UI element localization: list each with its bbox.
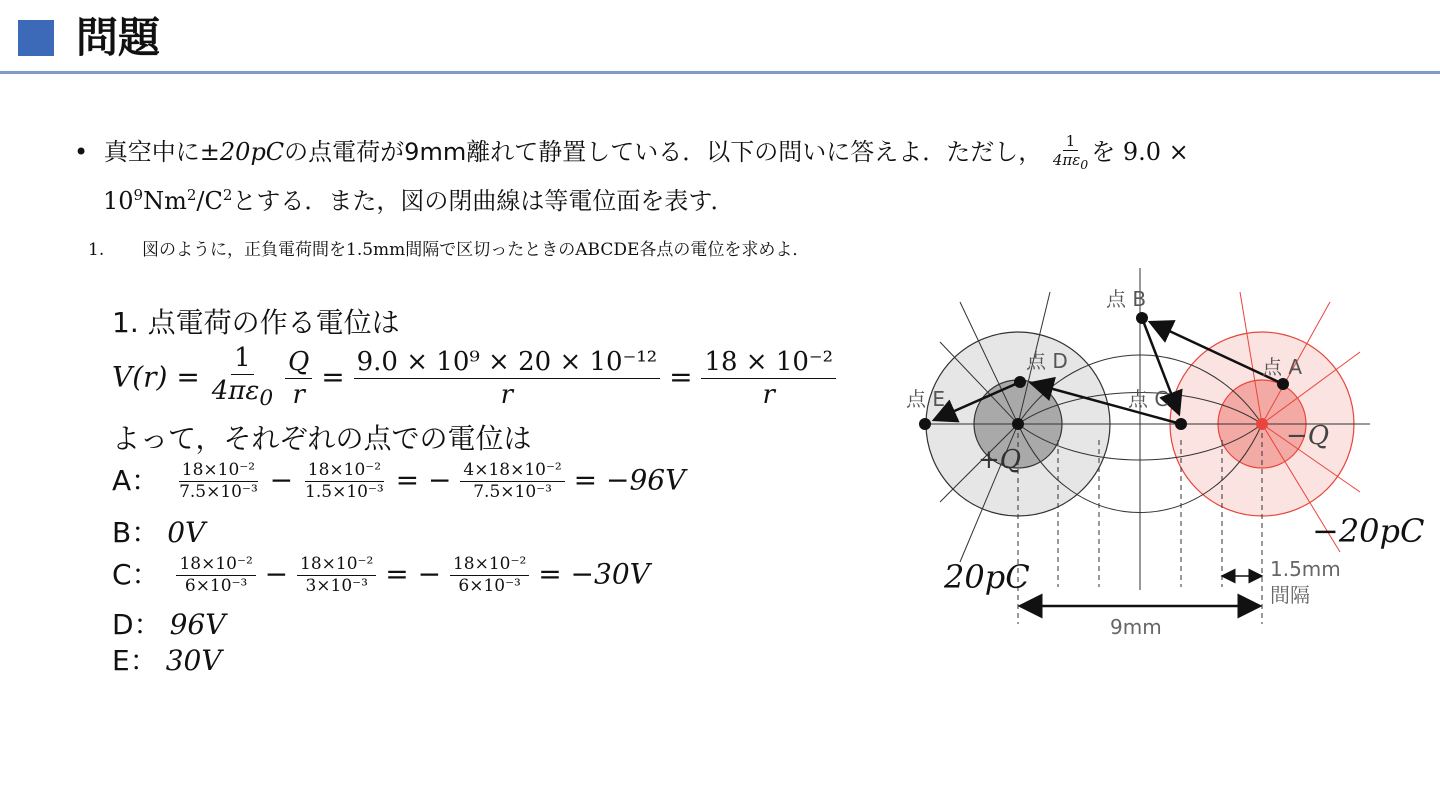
- question-number: 1.: [88, 240, 105, 260]
- positive-charge: [1012, 418, 1024, 430]
- label-point-a: 点 A: [1262, 355, 1303, 379]
- answer-point-b: B： 0V: [112, 516, 206, 549]
- answer-heading: 1. 点電荷の作る電位は: [112, 306, 400, 339]
- formula-frac-4: $\frac{\text{18 × 10⁻²}}{r}$: [701, 346, 836, 411]
- label-minus-q: −Q: [1286, 421, 1330, 451]
- formula-frac-2: $\frac{Q}{r}$: [285, 346, 312, 411]
- problem-line-2: $10^9Nm^2/C^2$とする．また，図の閉曲線は等電位面を表す．: [103, 186, 735, 215]
- answer-intro: よって，それぞれの点での電位は: [112, 422, 532, 455]
- label-plus-q: +Q: [978, 445, 1022, 475]
- constant-fraction: $\frac{1}{4\pi\varepsilon_0}$: [1052, 132, 1089, 172]
- pos-charge-value: 20pC: [944, 558, 1030, 596]
- problem-text-a: 真空中に: [103, 138, 200, 166]
- question-1: [88, 238, 878, 288]
- problem-charge: ±20pC: [199, 138, 285, 166]
- problem-text-b: の点電荷が9mm離れて静置している．以下の問いに答えよ．ただし，: [284, 138, 1043, 166]
- formula-frac-3: $\frac{\text{9.0 × 10⁹ × 20 × 10⁻¹²}}{r}$: [354, 346, 661, 411]
- title-divider: [0, 71, 1440, 74]
- interval-label: 間隔: [1270, 583, 1310, 607]
- point-e-marker: [919, 418, 931, 430]
- label-point-e: 点 E: [906, 387, 945, 411]
- potential-formula: V(r) = $\frac{1}{4\pi\varepsilon_0}$ $\frac{Q}{r}$ = $\frac{\text{9.0 × 10⁹ × 20 × 10⁻¹²}}{r}$ = $\frac{\text{18 × 10⁻²}}{r}$: [112, 342, 836, 415]
- problem-line-1: [74, 132, 1189, 174]
- negative-charge: [1256, 418, 1268, 430]
- answer-point-c: C： $\frac{\text{18×10⁻²}}{\text{6×10⁻³}}$ − $\frac{\text{18×10⁻²}}{\text{3×10⁻³}}$ = − $\frac{\text{18×10⁻²}}{\text{6×10⁻³}}$ = −30V: [112, 554, 650, 596]
- answer-point-d: D： 96V: [112, 608, 226, 641]
- neg-charge-value: −20pC: [1312, 512, 1425, 550]
- formula-frac-1: $\frac{1}{4\pi\varepsilon_0}$: [211, 343, 274, 412]
- question-text: 図のように，正負電荷間を1.5mm間隔で区切ったときのABCDE各点の電位を求めよ．: [142, 240, 810, 260]
- interval-value: 1.5mm: [1270, 557, 1341, 581]
- title-marker: [18, 20, 54, 56]
- answer-point-a: A： $\frac{\text{18×10⁻²}}{\text{7.5×10⁻³}}$ − $\frac{\text{18×10⁻²}}{\text{1.5×10⁻³}}$ = − $\frac{\text{4×18×10⁻²}}{\text{7.5×10⁻³}}$ = −96V: [112, 460, 686, 502]
- problem-text-c: を 9.0 ×: [1091, 138, 1189, 166]
- label-point-b: 点 B: [1106, 287, 1147, 311]
- page-title: 問題: [76, 13, 161, 62]
- distance-label: 9mm: [1110, 615, 1162, 639]
- label-point-d: 点 D: [1026, 349, 1068, 373]
- label-point-c: 点 C: [1128, 387, 1169, 411]
- answer-point-e: E： 30V: [112, 644, 222, 677]
- bullet: •: [74, 138, 89, 166]
